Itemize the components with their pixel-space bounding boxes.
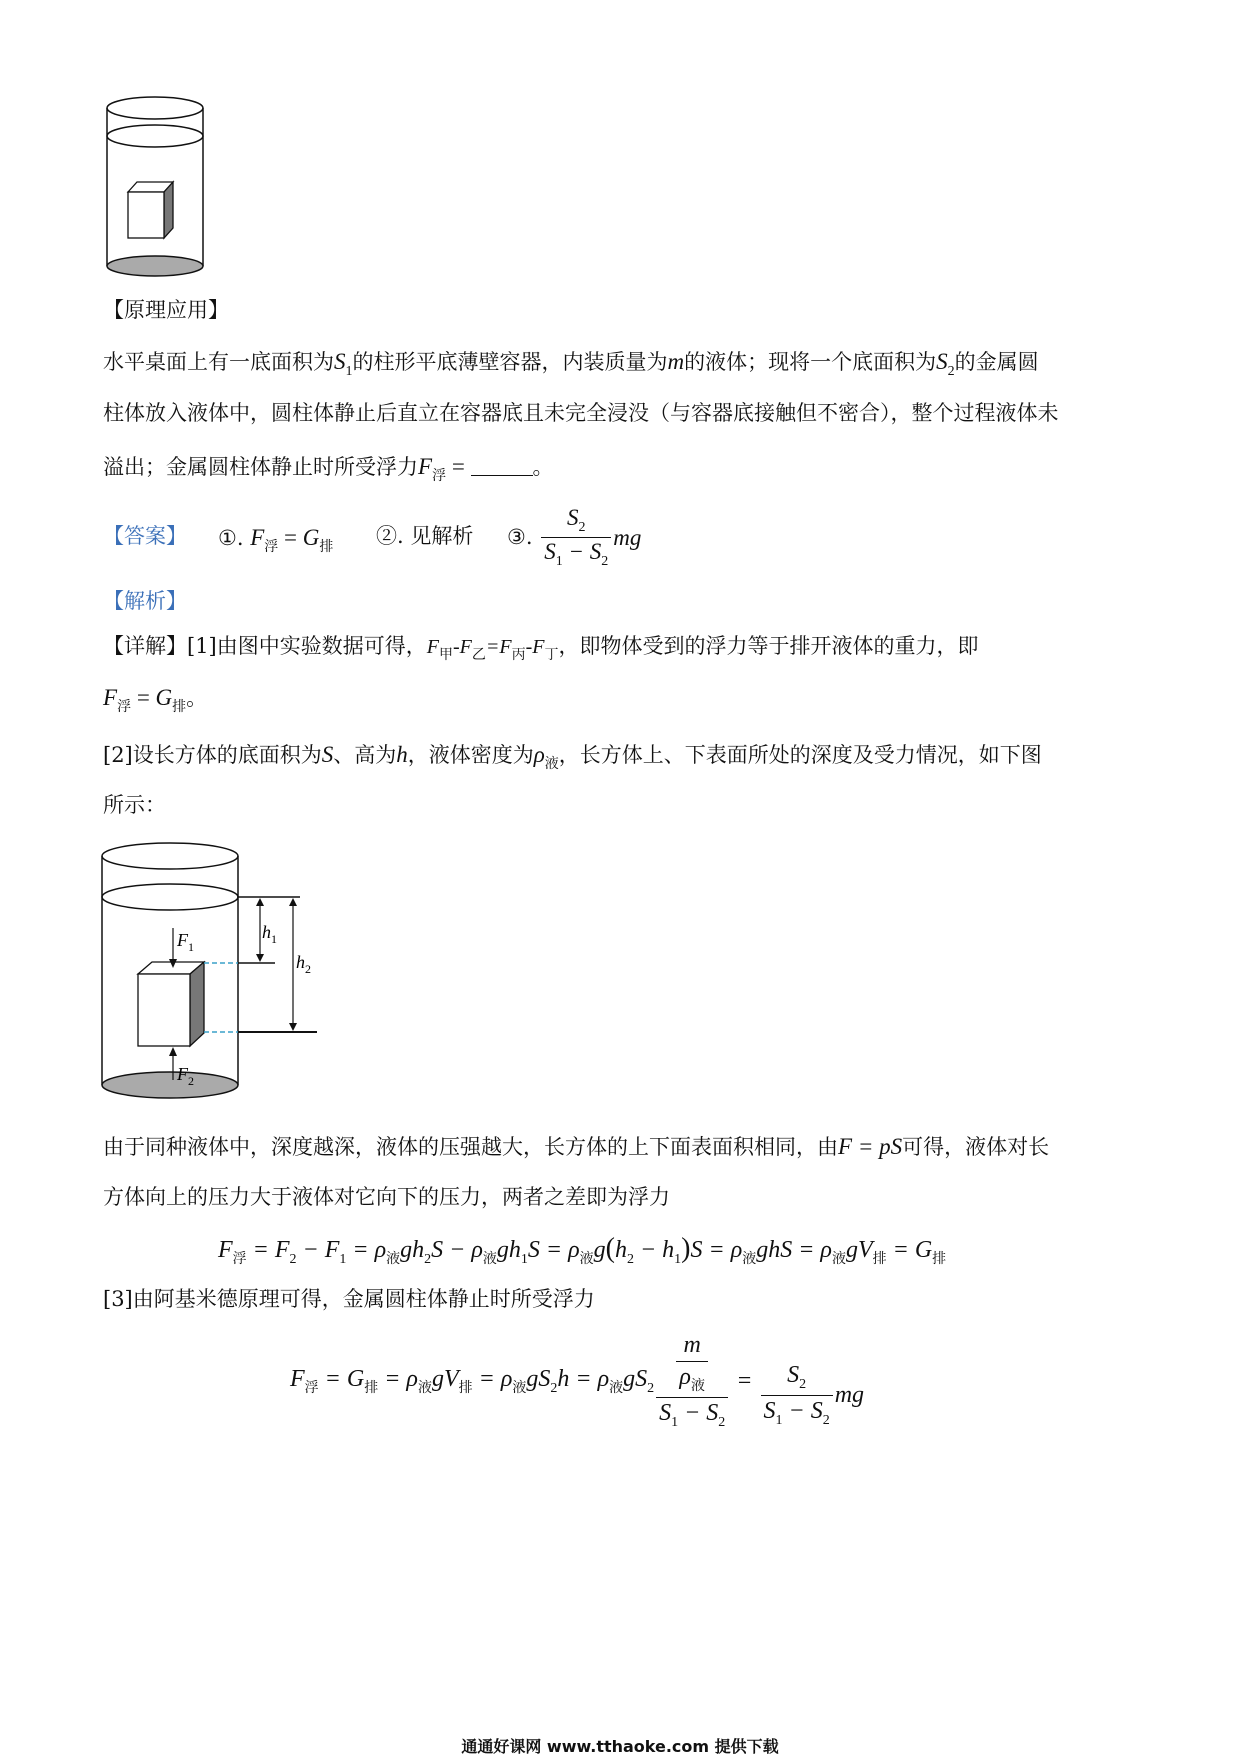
problem-line-2: 柱体放入液体中，圆柱体静止后直立在容器底且未完全浸没（与容器底接触但不密合），整个过程液体未: [103, 401, 1059, 425]
figure-cylinder-with-cube: [100, 90, 210, 280]
equation-cylinder-buoyancy: $F_浮 = G_排 = \rho_液gV_排 = \rho_液gS_2h = \rho_液gS_2$ $\frac{\frac{m}{\rho_液}}{S_1 - S_2}$ = $\frac{S_2}{S_1 - S_2}$ mg: [290, 1332, 865, 1430]
detail-p3-line2: 方体向上的压力大于液体对它向下的压力，两者之差即为浮力: [103, 1185, 670, 1209]
answer-item-3: ③. $\frac{S_2}{S_1 - S_2}$ mg: [507, 505, 642, 569]
answer-blank: [471, 457, 533, 476]
fraction-s2-over-diff: $\frac{S_2}{S_1 - S_2}$: [761, 1362, 833, 1429]
detail-p2-line2: 所示：: [103, 793, 166, 817]
fraction-m-over-rho: $\frac{\frac{m}{\rho_液}}{S_1 - S_2}$: [656, 1332, 728, 1431]
answer-item-2: ②. 见解析: [376, 524, 474, 548]
problem-line-1: 水平桌面上有一底面积为$S_1$的柱形平底薄壁容器，内装质量为m的液体；现将一个底面积为$S_2$的金属圆: [103, 349, 1039, 379]
detail-p3-line1: 由于同种液体中，深度越深，液体的压强越大，长方体的上下面表面积相同，由F = pS可得，液体对长: [103, 1134, 1050, 1159]
detail-p4: [3]由阿基米德原理可得，金属圆柱体静止时所受浮力: [103, 1287, 595, 1311]
detail-p1-eq: $F_浮 = G_排$。: [103, 685, 208, 715]
label-h1: $h_1$: [262, 922, 277, 946]
answer-tag: 【答案】: [103, 524, 187, 548]
problem-line-3: 溢出；金属圆柱体静止时所受浮力$F_浮$ = 。: [103, 454, 554, 484]
answer-fraction: $\frac{S_2}{S_1 - S_2}$: [541, 506, 611, 569]
detail-p1: 【详解】[1]由图中实验数据可得，$F_甲-F_乙=F_丙-F_丁$，即物体受到的浮力等于排开液体的重力，即: [103, 634, 979, 663]
label-f2: $F_2$: [177, 1064, 194, 1088]
page-footer: 通通好课网 www.tthaoke.com 提供下载: [461, 1737, 779, 1756]
figure-cube-depth-forces: [100, 840, 325, 1100]
label-f1: $F_1$: [177, 930, 194, 954]
detail-p2: [2]设长方体的底面积为S、高为h，液体密度为$\rho_液$，长方体上、下表面所处的深度及受力情况，如下图: [103, 742, 1042, 772]
answer-item-1: ①. $F_浮 = G_排$: [218, 525, 334, 555]
equation-buoyancy-derivation: $F_浮 = F_2 - F_1 = \rho_液gh_2S - \rho_液gh_1S = \rho_液g(h_2 - h_1)S = \rho_液ghS = \rho_液gV_排 = G_排$: [218, 1233, 947, 1267]
label-h2: $h_2$: [296, 952, 311, 976]
section-principle-heading: 【原理应用】: [103, 298, 229, 322]
analysis-tag: 【解析】: [103, 589, 187, 613]
